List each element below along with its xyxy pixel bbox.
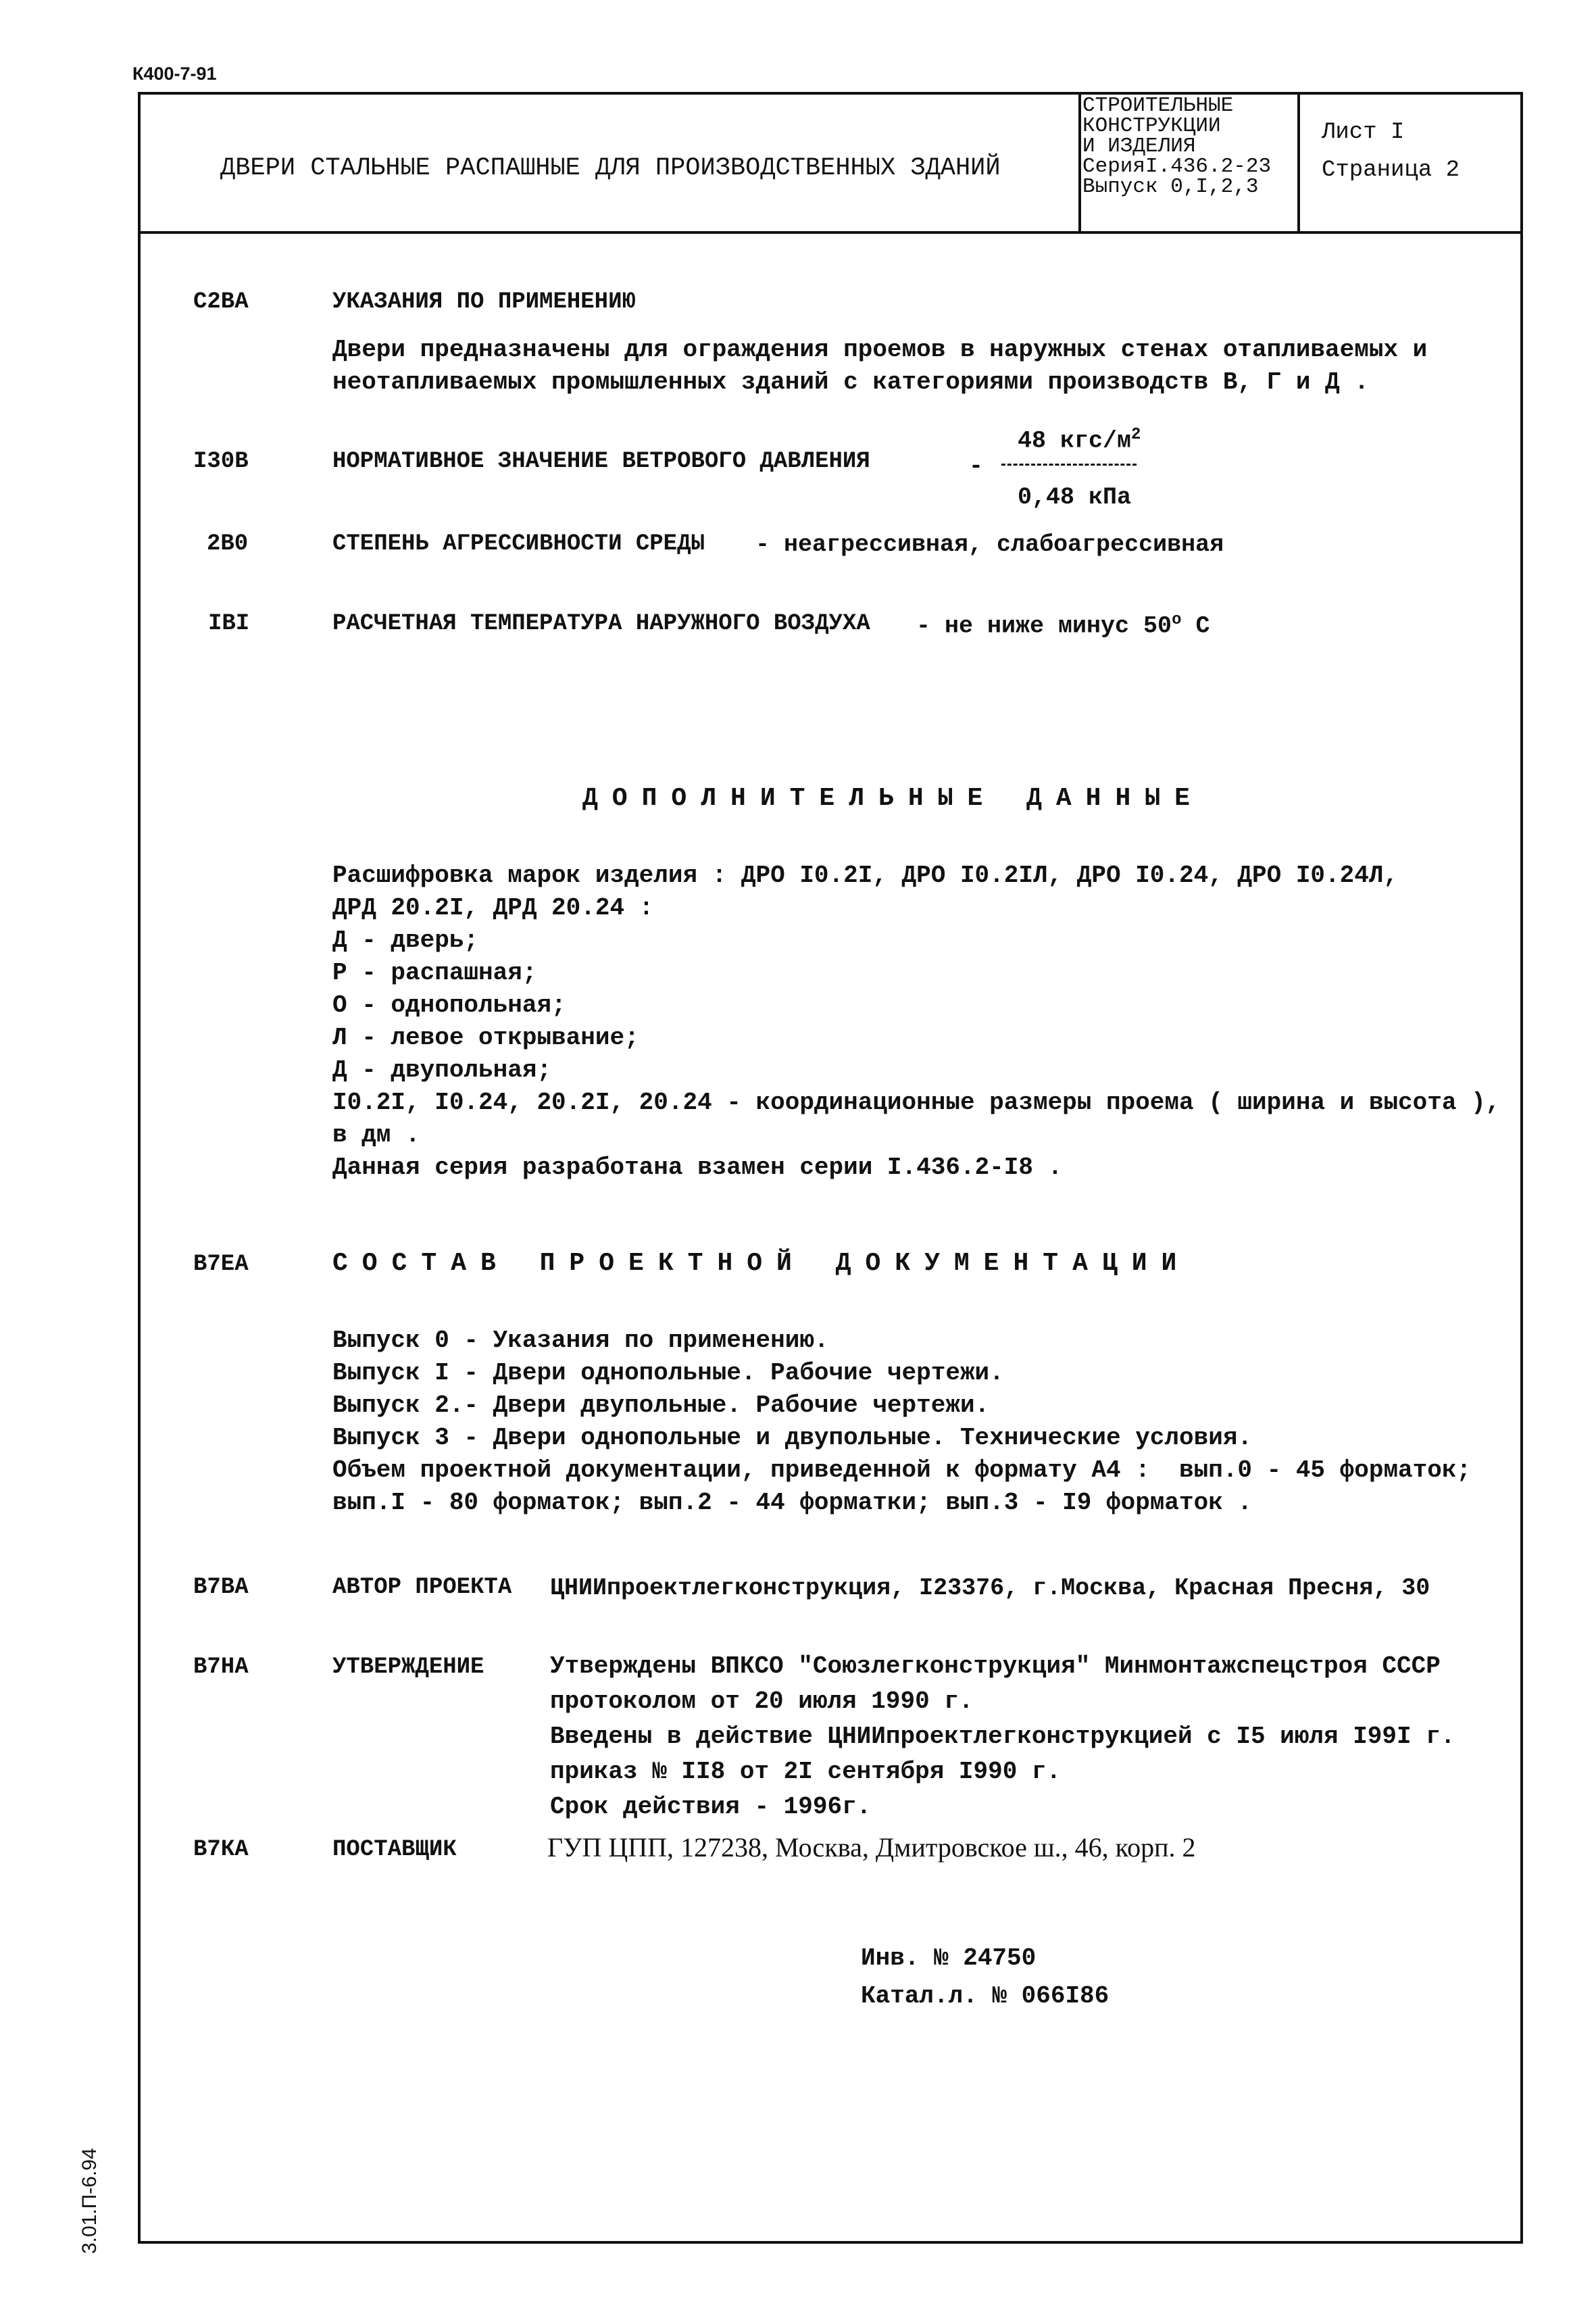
title-divider-1	[1078, 92, 1081, 231]
composition-line: вып.I - 80 форматок; вып.2 - 44 форматки; вып.3 - I9 форматок .	[332, 1489, 1253, 1517]
section-code-b7ha: В7НА	[193, 1654, 249, 1680]
composition-line: Выпуск 2.- Двери двупольные. Рабочие чертежи.	[332, 1392, 990, 1419]
wind-pressure-heading: НОРМАТИВНОЕ ЗНАЧЕНИЕ ВЕТРОВОГО ДАВЛЕНИЯ	[332, 449, 870, 474]
additional-data-title: ДОПОЛНИТЕЛЬНЫЕ ДАННЫЕ	[582, 784, 1204, 813]
usage-heading: УКАЗАНИЯ ПО ПРИМЕНЕНИЮ	[332, 289, 636, 315]
additional-line: Л - левое открывание;	[332, 1024, 639, 1052]
supplier-value: ГУП ЦПП, 127238, Москва, Дмитровское ш., 46, корп. 2	[547, 1832, 1196, 1863]
series-line-2: КОНСТРУКЦИИ	[1082, 114, 1221, 138]
fraction-line	[1001, 464, 1137, 466]
composition-title: СОСТАВ ПРОЕКТНОЙ ДОКУМЕНТАЦИИ	[332, 1249, 1191, 1278]
inventory-number: Инв. № 24750	[861, 1944, 1037, 1972]
wind-pressure-value-bottom: 0,48 кПа	[1018, 484, 1132, 511]
additional-line: Расшифровка марок изделия : ДРО I0.2I, ДРО I0.2IЛ, ДРО I0.24, ДРО I0.24Л,	[332, 862, 1399, 889]
sheet-info	[1322, 114, 1460, 189]
additional-line: I0.2I, I0.24, 20.2I, 20.24 - координационные размеры проема ( ширина и высота ),	[332, 1089, 1501, 1116]
additional-line: Данная серия разработана взамен серии I.436.2-I8 .	[332, 1154, 1063, 1181]
approval-line: Введены в действие ЦНИИпроектлегконструкцией с I5 июля I99I г.	[550, 1723, 1455, 1750]
side-code: 3.01.П-6.94	[78, 2148, 101, 2254]
series-line-3: И ИЗДЕЛИЯ	[1082, 134, 1196, 158]
inventory-block	[861, 1940, 1109, 2015]
supplier-heading: ПОСТАВЩИК	[332, 1837, 457, 1863]
additional-line: Д - дверь;	[332, 927, 479, 954]
usage-text-2: неотапливаемых промышленных зданий с категориями производств В, Г и Д .	[332, 368, 1369, 396]
approval-line: протоколом от 20 июля 1990 г.	[550, 1688, 974, 1715]
temperature-heading: РАСЧЕТНАЯ ТЕМПЕРАТУРА НАРУЖНОГО ВОЗДУХА	[332, 611, 870, 637]
approval-line: Утверждены ВПКСО "Союзлегконструкция" Минмонтажспецстроя СССР	[550, 1652, 1441, 1680]
approval-text	[550, 1649, 1455, 1825]
approval-line: приказ № II8 от 2I сентября I990 г.	[550, 1758, 1062, 1786]
author-heading: АВТОР ПРОЕКТА	[332, 1575, 512, 1600]
composition-line: Объем проектной документации, приведенной к формату А4 : вып.0 - 45 форматок;	[332, 1456, 1472, 1484]
section-code-2b0: 2В0	[207, 531, 249, 557]
section-code-b7ba: В7ВА	[193, 1575, 249, 1600]
composition-line: Выпуск 0 - Указания по применению.	[332, 1327, 829, 1354]
additional-line: ДРД 20.2I, ДРД 20.24 :	[332, 894, 654, 922]
additional-line: О - однопольная;	[332, 991, 566, 1019]
wind-pressure-dash: -	[969, 453, 984, 480]
section-code-c2ba: С2ВА	[193, 289, 249, 315]
composition-list	[332, 1325, 1471, 1519]
section-code-b7ka: В7КА	[193, 1837, 249, 1863]
temperature-value: - не ниже минус 50$^o$ С	[916, 611, 1210, 640]
section-code-ibi: IВI	[208, 611, 250, 637]
document-title: ДВЕРИ СТАЛЬНЫЕ РАСПАШНЫЕ ДЛЯ ПРОИЗВОДСТВЕННЫХ ЗДАНИЙ	[220, 154, 1001, 182]
additional-line: Д - двупольная;	[332, 1056, 552, 1084]
section-code-b7ea: В7ЕА	[193, 1252, 249, 1277]
series-line-4: СерияI.436.2-23	[1082, 155, 1272, 178]
page-number: Страница 2	[1322, 157, 1460, 183]
composition-line: Выпуск 3 - Двери однопольные и двупольные. Технические условия.	[332, 1424, 1253, 1452]
aggressiveness-heading: СТЕПЕНЬ АГРЕССИВНОСТИ СРЕДЫ	[332, 531, 705, 557]
additional-line: в дм .	[332, 1121, 420, 1149]
author-value: ЦНИИпроектлегконструкция, I23376, г.Москва, Красная Пресня, 30	[550, 1575, 1430, 1602]
document-code: К400-7-91	[132, 64, 217, 84]
wind-pressure-value-top: 48 кгс/$м^2$	[1018, 426, 1141, 455]
catalog-number: Катал.л. № 066I86	[861, 1982, 1109, 2010]
sheet-number: Лист I	[1322, 120, 1405, 145]
additional-line: Р - распашная;	[332, 959, 537, 987]
additional-data-text	[332, 860, 1500, 1184]
aggressiveness-value: - неагрессивная, слабоагрессивная	[755, 531, 1224, 558]
section-code-i30b: I30В	[193, 449, 249, 474]
approval-heading: УТВЕРЖДЕНИЕ	[332, 1654, 484, 1680]
usage-text-1: Двери предназначены для ограждения проемов в наружных стенах отапливаемых и	[332, 336, 1428, 364]
series-info	[1082, 96, 1271, 197]
title-block	[138, 92, 1520, 234]
title-divider-2	[1297, 92, 1300, 231]
composition-line: Выпуск I - Двери однопольные. Рабочие чертежи.	[332, 1359, 1004, 1387]
approval-line: Срок действия - 1996г.	[550, 1793, 872, 1821]
series-line-5: Выпуск 0,I,2,3	[1082, 175, 1259, 199]
series-line-1: СТРОИТЕЛЬНЫЕ	[1082, 94, 1234, 118]
